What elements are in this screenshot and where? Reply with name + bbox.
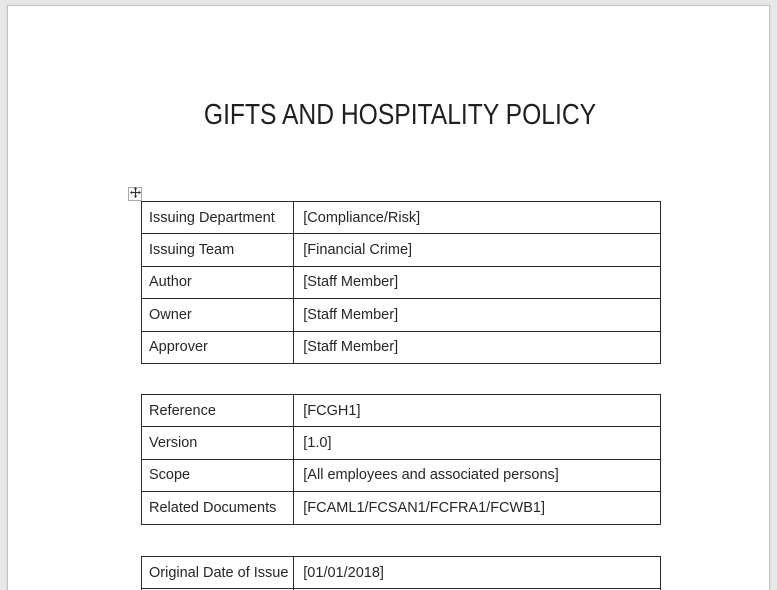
table-row	[142, 492, 661, 524]
row-value[interactable]: [Staff Member]	[294, 299, 661, 331]
ownership-table	[141, 201, 661, 364]
row-value[interactable]: [Compliance/Risk]	[294, 202, 661, 234]
reference-table	[141, 394, 661, 525]
page-title[interactable]: GIFTS AND HOSPITALITY POLICY	[203, 99, 597, 131]
row-label[interactable]: Reference	[142, 395, 294, 427]
table-row	[142, 299, 661, 331]
row-value[interactable]: [FCGH1]	[294, 395, 661, 427]
move-cross-icon	[130, 185, 141, 203]
table-row	[142, 395, 661, 427]
row-value[interactable]: [FCAML1/FCSAN1/FCFRA1/FCWB1]	[294, 492, 661, 524]
table-row	[142, 266, 661, 298]
row-label[interactable]: Scope	[142, 459, 294, 491]
table-row	[142, 557, 661, 589]
row-label[interactable]: Issuing Department	[142, 202, 294, 234]
dates-table	[141, 556, 661, 590]
row-label[interactable]: Author	[142, 266, 294, 298]
row-label[interactable]: Original Date of Issue	[142, 557, 294, 589]
row-label[interactable]: Owner	[142, 299, 294, 331]
table-row	[142, 234, 661, 266]
row-value[interactable]: [Staff Member]	[294, 331, 661, 363]
row-value[interactable]: [Financial Crime]	[294, 234, 661, 266]
document-page	[7, 5, 770, 590]
table-row	[142, 331, 661, 363]
row-value[interactable]: [01/01/2018]	[294, 557, 661, 589]
table-row	[142, 202, 661, 234]
row-label[interactable]: Approver	[142, 331, 294, 363]
table-row	[142, 427, 661, 459]
row-label[interactable]: Related Documents	[142, 492, 294, 524]
table-move-handle[interactable]	[128, 187, 142, 201]
row-value[interactable]: [Staff Member]	[294, 266, 661, 298]
row-label[interactable]: Issuing Team	[142, 234, 294, 266]
row-value[interactable]: [All employees and associated persons]	[294, 459, 661, 491]
row-label[interactable]: Version	[142, 427, 294, 459]
row-value[interactable]: [1.0]	[294, 427, 661, 459]
table-row	[142, 459, 661, 491]
